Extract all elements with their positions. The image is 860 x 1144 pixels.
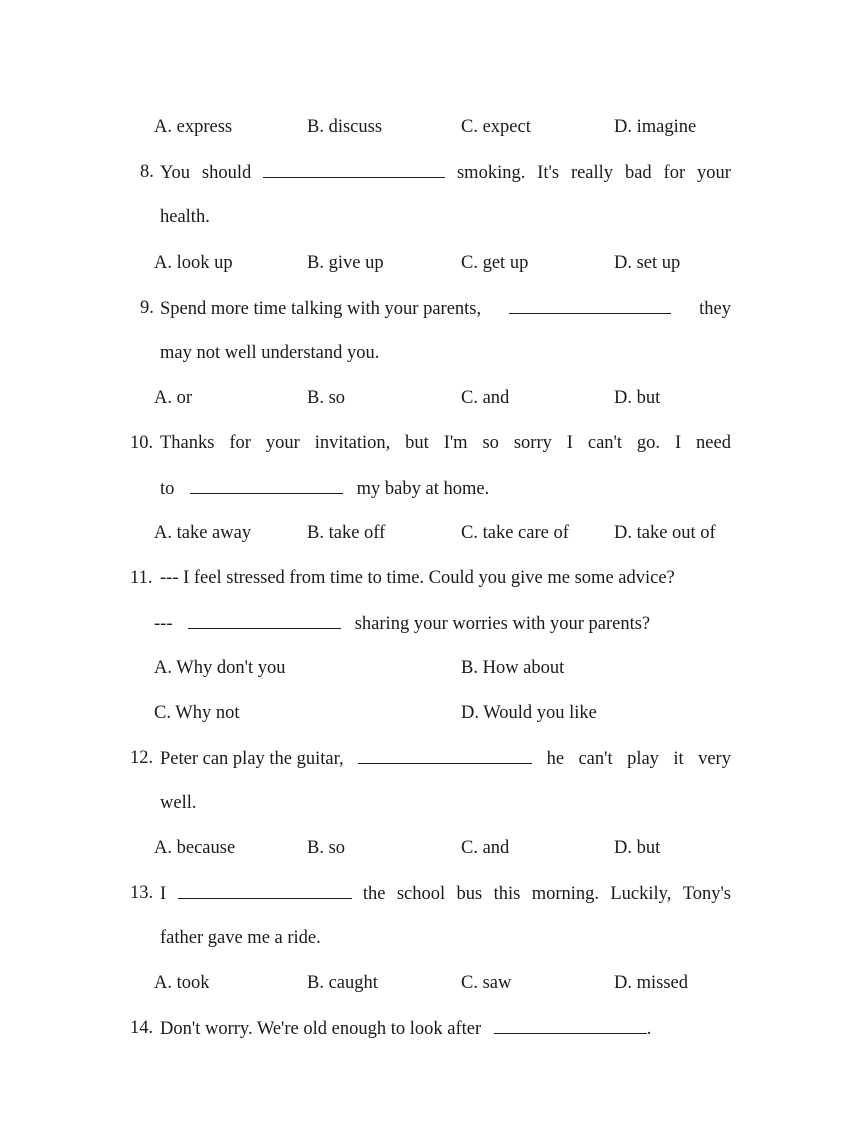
option-d: D. take out of [614, 523, 716, 543]
question-text-line2: --- sharing your worries with your parents? [154, 611, 650, 635]
answer-blank[interactable] [263, 160, 445, 178]
question-text: --- I feel stressed from time to time. Could you give me some advice? [160, 568, 675, 588]
option-a: A. because [154, 838, 236, 858]
option-c: C. expect [461, 117, 531, 137]
option-c: C. and [461, 838, 510, 858]
option-d: D. set up [614, 253, 681, 273]
question-text: Peter can play the guitar, he can't play it very [160, 746, 731, 770]
question-text: Spend more time talking with your parents, they [160, 296, 731, 320]
option-b: B. discuss [307, 117, 383, 137]
option-b: B. How about [461, 658, 565, 678]
option-c: C. saw [461, 973, 512, 993]
option-c: C. and [461, 388, 510, 408]
option-a: A. or [154, 388, 193, 408]
question-number: 12. [130, 748, 154, 768]
option-b: B. give up [307, 253, 384, 273]
answer-blank[interactable] [190, 476, 343, 494]
option-b: B. so [307, 838, 346, 858]
option-a: A. Why don't you [154, 658, 286, 678]
answer-blank[interactable] [188, 611, 341, 629]
option-a: A. express [154, 117, 233, 137]
option-d: D. but [614, 388, 661, 408]
question-text: Don't worry. We're old enough to look after . [160, 1016, 651, 1040]
option-d: D. imagine [614, 117, 697, 137]
answer-blank[interactable] [494, 1016, 647, 1034]
option-a: A. take away [154, 523, 252, 543]
option-c: C. get up [461, 253, 529, 273]
option-a: A. look up [154, 253, 233, 273]
question-text: I the school bus this morning. Luckily, Tony's [160, 881, 731, 905]
question-number: 14. [130, 1018, 154, 1038]
option-b: B. so [307, 388, 346, 408]
answer-blank[interactable] [358, 746, 532, 764]
question-text-line2: well. [160, 793, 197, 813]
answer-blank[interactable] [509, 296, 671, 314]
question-text-line2: health. [160, 207, 210, 227]
option-c: C. take care of [461, 523, 569, 543]
option-b: B. take off [307, 523, 386, 543]
question-text-line2: may not well understand you. [160, 343, 380, 363]
question-number: 8. [140, 162, 154, 182]
question-text: You should smoking. It's really bad for your [160, 160, 731, 184]
question-number: 9. [140, 298, 154, 318]
question-number: 11. [130, 568, 153, 588]
option-c: C. Why not [154, 703, 240, 723]
option-d: D. missed [614, 973, 688, 993]
question-text: Thanks for your invitation, but I'm so sorry I can't go. I need [160, 433, 731, 453]
option-a: A. took [154, 973, 210, 993]
question-number: 13. [130, 883, 154, 903]
question-text-line2: father gave me a ride. [160, 928, 321, 948]
answer-blank[interactable] [178, 881, 352, 899]
question-number: 10. [130, 433, 154, 453]
option-b: B. caught [307, 973, 378, 993]
question-text-line2: to my baby at home. [160, 476, 489, 500]
option-d: D. but [614, 838, 661, 858]
option-d: D. Would you like [461, 703, 597, 723]
